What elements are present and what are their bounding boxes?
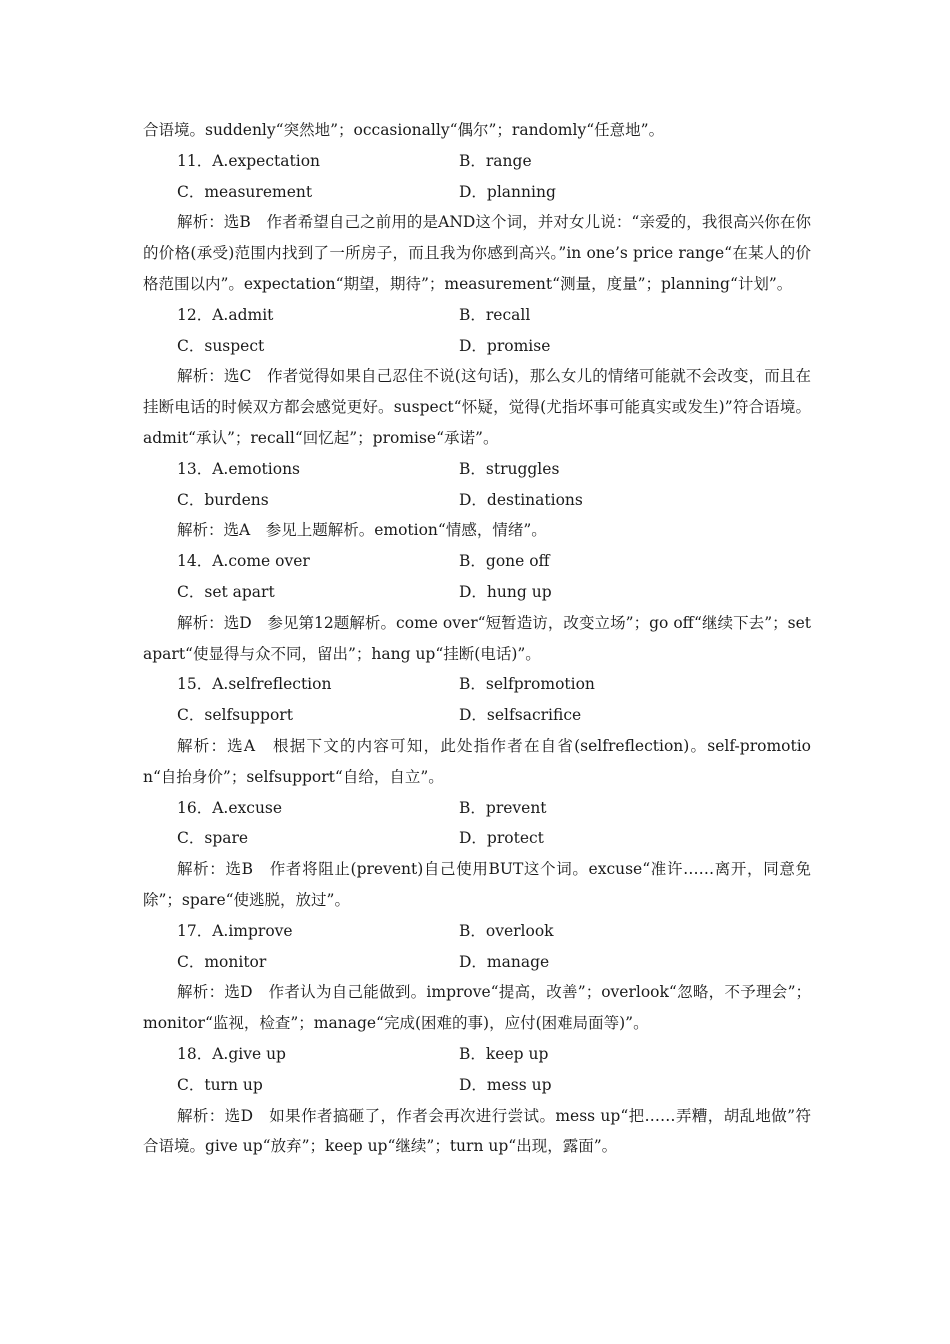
options-row-cd <box>143 700 811 731</box>
option-c: C．set apart <box>177 582 275 601</box>
option-b: B．recall <box>459 305 531 324</box>
options-row-ab <box>143 146 811 177</box>
document-page <box>143 115 811 1162</box>
option-a: 17．A.improve <box>177 921 293 940</box>
option-b: B．range <box>459 151 532 170</box>
option-d: D．destinations <box>459 490 583 509</box>
option-c: C．selfsupport <box>177 706 293 725</box>
option-d: D．promise <box>459 336 551 355</box>
option-d: D．protect <box>459 829 544 848</box>
option-a: 15．A.selfreflection <box>177 675 332 694</box>
question-17 <box>143 916 811 1039</box>
option-c: C．measurement <box>177 182 313 201</box>
option-c: C．suspect <box>177 336 265 355</box>
option-d: D．mess up <box>459 1075 552 1094</box>
options-row-cd <box>143 177 811 208</box>
option-c: C．monitor <box>177 952 267 971</box>
options-row-cd <box>143 485 811 516</box>
options-row-ab <box>143 793 811 824</box>
analysis: 解析：选D 作者认为自己能做到。improve“提高，改善”；overlook“忽略，不予理会”；monitor“监视，检查”；manage“完成(困难的事)，应付(困难局面等)”。 <box>143 983 811 1033</box>
question-16 <box>143 793 811 916</box>
option-b: B．gone off <box>459 552 550 571</box>
analysis: 解析：选B 作者希望自己之前用的是AND这个词，并对女儿说：“亲爱的，我很高兴你在你的价格(承受)范围内找到了一所房子，而且我为你感到高兴。”in one’s price range“在某人的价格范围以内”。expectation“期望，期待”；measurement“测量，度量”；planning“计划”。 <box>143 213 811 293</box>
question-14 <box>143 546 811 669</box>
options-row-cd <box>143 947 811 978</box>
options-row-cd <box>143 823 811 854</box>
options-row-cd <box>143 331 811 362</box>
option-b: B．overlook <box>459 921 554 940</box>
options-row-ab <box>143 916 811 947</box>
option-b: B．struggles <box>459 459 560 478</box>
question-11 <box>143 146 811 300</box>
options-row-ab <box>143 1039 811 1070</box>
option-a: 11．A.expectation <box>177 151 321 170</box>
option-c: C．turn up <box>177 1075 263 1094</box>
option-a: 12．A.admit <box>177 305 274 324</box>
option-b: B．selfpromotion <box>459 675 595 694</box>
option-b: B．keep up <box>459 1044 549 1063</box>
option-d: D．selfsacrifice <box>459 706 582 725</box>
option-a: 16．A.excuse <box>177 798 283 817</box>
option-c: C．burdens <box>177 490 269 509</box>
option-d: D．planning <box>459 182 556 201</box>
analysis: 解析：选C 作者觉得如果自己忍住不说(这句话)，那么女儿的情绪可能就不会改变，而且在挂断电话的时候双方都会感觉更好。suspect“怀疑，觉得(尤指坏事可能真实或发生)”符合语境。admit“承认”；recall“回忆起”；promise“承诺”。 <box>143 367 811 447</box>
options-row-cd <box>143 1070 811 1101</box>
option-c: C．spare <box>177 829 249 848</box>
options-row-ab <box>143 454 811 485</box>
intro-line: 合语境。suddenly“突然地”；occasionally“偶尔”；randomly“任意地”。 <box>143 121 665 139</box>
analysis: 解析：选B 作者将阻止(prevent)自己使用BUT这个词。excuse“准许……离开，同意免除”；spare“使逃脱，放过”。 <box>143 860 811 909</box>
analysis: 解析：选D 参见第12题解析。come over“短暂造访，改变立场”；go off“继续下去”；set apart“使显得与众不同，留出”；hang up“挂断(电话)”。 <box>143 613 811 663</box>
option-d: D．hung up <box>459 582 552 601</box>
options-row-ab <box>143 669 811 700</box>
option-b: B．prevent <box>459 798 547 817</box>
question-12 <box>143 300 811 454</box>
option-a: 13．A.emotions <box>177 459 301 478</box>
option-a: 18．A.give up <box>177 1044 286 1063</box>
question-15 <box>143 669 811 792</box>
options-row-ab <box>143 546 811 577</box>
analysis: 解析：选D 如果作者搞砸了，作者会再次进行尝试。mess up“把……弄糟，胡乱地做”符合语境。give up“放弃”；keep up“继续”；turn up“出现，露面”。 <box>143 1106 811 1156</box>
options-row-cd <box>143 577 811 608</box>
analysis: 解析：选A 参见上题解析。emotion“情感，情绪”。 <box>177 521 547 540</box>
options-row-ab <box>143 300 811 331</box>
option-a: 14．A.come over <box>177 552 310 571</box>
question-13 <box>143 454 811 546</box>
option-d: D．manage <box>459 952 550 971</box>
question-18 <box>143 1039 811 1162</box>
analysis: 解析：选A 根据下文的内容可知，此处指作者在自省(selfreflection)。self-promotion“自抬身价”；selfsupport“自给，自立”。 <box>143 736 811 786</box>
